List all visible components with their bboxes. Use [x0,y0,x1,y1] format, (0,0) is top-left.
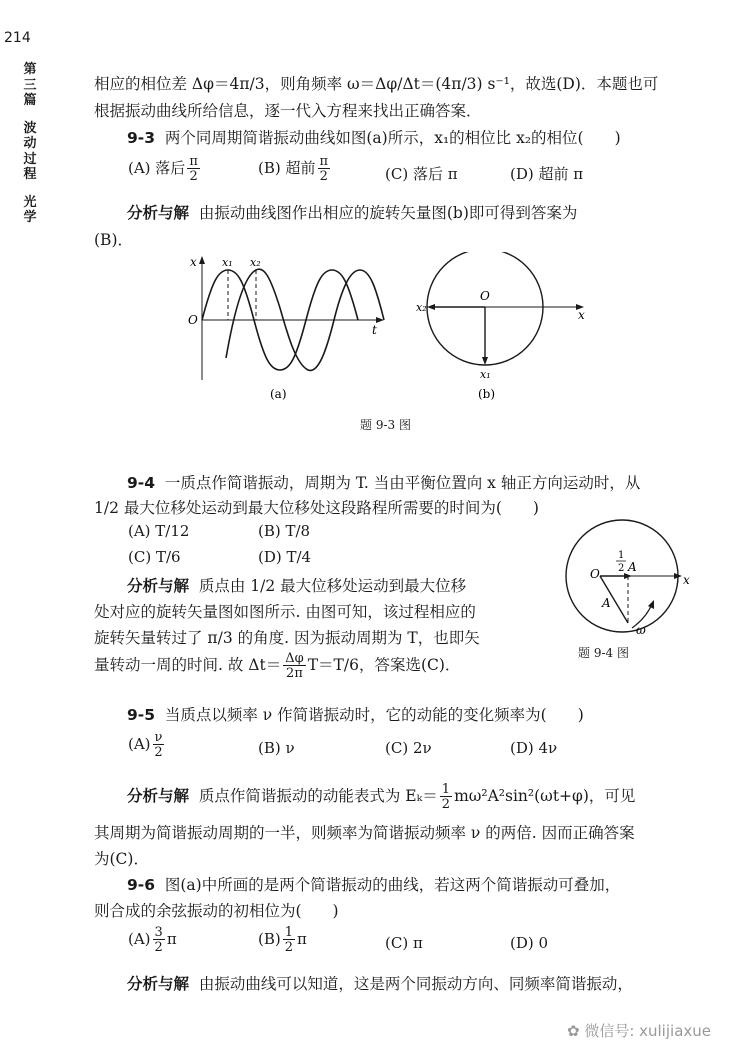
svg-text:A: A [628,560,637,574]
option-a: (A) $\frac{3}{2}$ π [128,925,177,955]
option-b: (B) T/8 [258,522,311,540]
watermark: ✿ 微信号: xulijiaxue [566,1022,711,1040]
text-line: 1/2 最大位移处运动到最大位移处这段路程所需要的时间为( ) [94,499,539,517]
answer-9-3: 分析与解 由振动曲线图作出相应的旋转矢量图(b)即可得到答案为 [127,204,578,222]
option-c: (C) 落后 π [385,165,458,183]
svg-text:O: O [188,313,198,327]
svg-text:(b): (b) [478,387,496,401]
question-9-5: 9-5 当质点以频率 ν 作简谐振动时，它的动能的变化频率为( ) [127,706,584,724]
svg-text:(a): (a) [270,387,287,401]
option-a: (A) $\frac{\nu}{2}$ [128,730,163,760]
answer-9-4: 分析与解 质点由 1/2 最大位移处运动到最大位移 [127,577,467,595]
svg-text:x₂: x₂ [416,301,427,314]
question-9-6: 9-6 图(a)中所画的是两个简谐振动的曲线，若这两个简谐振动可叠加， [127,876,621,894]
option-d: (D) T/4 [258,548,312,566]
svg-text:A: A [602,596,611,610]
option-d: (D) 0 [510,934,549,952]
text-line: 则合成的余弦振动的初相位为( ) [94,902,339,920]
svg-text:x: x [683,573,690,587]
svg-text:x₁: x₁ [222,256,233,269]
svg-text:x: x [190,255,197,269]
option-b: (B) ν [258,739,295,757]
answer-9-5: 分析与解 质点作简谐振动的动能表式为 Eₖ＝ $\frac{1}{2}$ mω²A²sin²(ωt+φ)，可见 [127,782,636,812]
text-line: 旋转矢量转过了 π/3 的角度. 因为振动周期为 T，也即矢 [94,629,480,647]
figure-caption: 题 9-3 图 [360,418,411,432]
svg-text:2: 2 [618,563,625,574]
text-line: 处对应的旋转矢量图如图所示. 由图可知，该过程相应的 [94,603,476,621]
wechat-icon: ✿ [566,1022,585,1040]
svg-text:ω: ω [636,623,646,637]
option-c: (C) π [385,934,423,952]
option-b: (B) $\frac{1}{2}$ π [258,925,307,955]
option-b: (B) 超前 $\frac{\pi}{2}$ [258,154,329,184]
svg-text:x₁: x₁ [480,368,491,381]
option-d: (D) 4ν [510,739,558,757]
text-line: (B)． [94,231,133,249]
figure-caption: 题 9-4 图 [578,646,629,660]
figure-9-3 [180,252,600,412]
text-line: 为(C)． [94,850,149,868]
option-c: (C) T/6 [128,548,181,566]
svg-text:t: t [372,323,377,337]
text-line: 相应的相位差 Δφ＝4π/3，则角频率 ω＝Δφ/Δt＝(4π/3) s⁻¹，故选(D)．本题也可 [94,75,659,93]
text-line: 量转动一周的时间. 故 Δt＝ $\frac{\Delta\varphi}{2\pi}$ T＝T/6，答案选(C)． [94,651,461,681]
option-c: (C) 2ν [385,739,432,757]
option-a: (A) T/12 [128,522,190,540]
svg-text:O: O [480,289,490,303]
page-number: 214 [4,30,31,46]
text-line: 根据振动曲线所给信息，逐一代入方程来找出正确答案． [94,102,482,120]
question-9-3: 9-3 两个同周期简谐振动曲线如图(a)所示，x₁的相位比 x₂的相位( ) [127,129,621,147]
text-line: 其周期为简谐振动周期的一半，则频率为简谐振动频率 ν 的两倍. 因而正确答案 [94,824,635,842]
option-a: (A) 落后 $\frac{\pi}{2}$ [128,154,198,184]
figure-9-4 [560,518,710,638]
svg-text:x₂: x₂ [250,256,261,269]
answer-9-6: 分析与解 由振动曲线可以知道，这是两个同振动方向、同频率简谐振动， [127,975,633,993]
svg-text:O: O [590,567,600,581]
question-9-4: 9-4 一质点作简谐振动，周期为 T. 当由平衡位置向 x 轴正方向运动时，从 [127,474,641,492]
option-d: (D) 超前 π [510,165,584,183]
svg-text:x: x [578,308,585,322]
svg-text:1: 1 [618,550,625,561]
side-tab: 第 三 篇 波 动 过 程 光 学 [23,62,37,225]
